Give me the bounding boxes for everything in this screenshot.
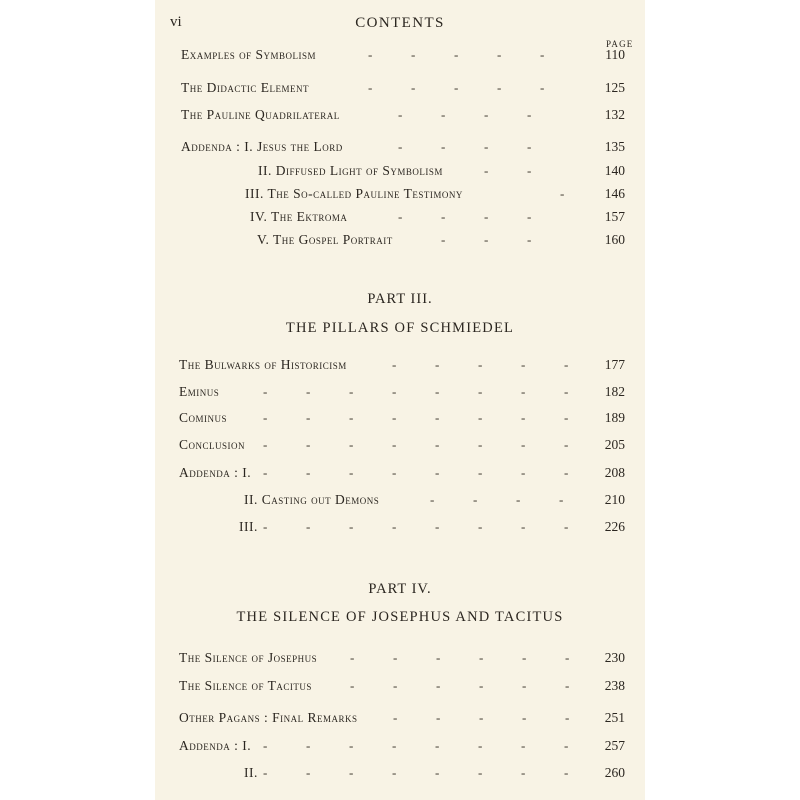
toc-entry: [0, 186, 800, 206]
toc-entry-label: Conclusion: [179, 437, 246, 452]
leader-dots: - - - - - - - -: [263, 384, 569, 399]
toc-entry: [0, 80, 800, 100]
leader-dots: - - - -: [398, 139, 532, 154]
toc-entry-label: II. Casting out Demons: [244, 492, 380, 507]
toc-entry-label: The Didactic Element: [181, 80, 309, 95]
toc-entry: [0, 209, 800, 229]
toc-entry-page: 238: [604, 678, 625, 693]
toc-entry-page: 257: [604, 738, 625, 753]
toc-entry-page: 251: [604, 710, 625, 725]
toc-entry-page: 135: [604, 139, 625, 154]
toc-entry: [0, 519, 800, 539]
toc-entry-page: 182: [604, 384, 625, 399]
leader-dots: - - - - -: [368, 47, 545, 62]
toc-entry-page: 157: [604, 209, 625, 224]
toc-entry-label: Addenda : I.: [179, 738, 252, 753]
toc-entry-page: 177: [604, 357, 625, 372]
toc-entry: [0, 384, 800, 404]
leader-dots: - - - - - -: [350, 650, 570, 665]
toc-entry-label: The Pauline Quadrilateral: [181, 107, 340, 122]
leader-dots: - - - - - - - -: [263, 465, 569, 480]
toc-entry-label: The Silence of Josephus: [179, 650, 318, 665]
part-title: THE PILLARS OF SCHMIEDEL: [285, 320, 515, 336]
toc-entry-page: 125: [604, 80, 625, 95]
toc-entry: [0, 465, 800, 485]
leader-dots: - - - - -: [393, 710, 570, 725]
leader-dots: - - - - - - - -: [263, 738, 569, 753]
page-number-roman: vi: [170, 14, 182, 30]
part-title: THE SILENCE OF JOSEPHUS AND TACITUS: [236, 609, 564, 625]
toc-entry: [0, 139, 800, 159]
toc-entry-label: Cominus: [179, 410, 228, 425]
leader-dots: - - - -: [398, 107, 532, 122]
toc-entry-page: 160: [604, 232, 625, 247]
leader-dots: - - - - - - - -: [263, 437, 569, 452]
running-title: CONTENTS: [355, 15, 445, 31]
toc-entry: [0, 47, 800, 67]
toc-entry: [0, 492, 800, 512]
toc-entry-label: IV. The Ektroma: [250, 209, 348, 224]
toc-entry-label: III.: [239, 519, 258, 534]
toc-entry-page: 260: [604, 765, 625, 780]
toc-entry-page: 140: [604, 163, 625, 178]
leader-dots: - - - - - - - -: [263, 765, 569, 780]
leader-dots: - - - - - - - -: [263, 410, 569, 425]
toc-entry: [0, 410, 800, 430]
leader-dots: - - - - -: [392, 357, 569, 372]
leader-dots: - -: [484, 163, 532, 178]
toc-entry: [0, 163, 800, 183]
toc-entry: [0, 710, 800, 730]
leader-dots: -: [560, 186, 565, 201]
toc-entry-page: 205: [604, 437, 625, 452]
toc-entry-label: III. The So-called Pauline Testimony: [245, 186, 463, 201]
leader-dots: - - -: [441, 232, 532, 247]
toc-entry: [0, 678, 800, 698]
toc-entry-page: 230: [604, 650, 625, 665]
toc-entry-label: Examples of Symbolism: [181, 47, 317, 62]
leader-dots: - - - -: [398, 209, 532, 224]
toc-entry-page: 210: [604, 492, 625, 507]
toc-entry-page: 110: [605, 47, 625, 62]
toc-entry: [0, 765, 800, 785]
toc-entry-page: 146: [604, 186, 625, 201]
toc-entry-page: 226: [604, 519, 625, 534]
toc-entry-label: The Bulwarks of Historicism: [179, 357, 347, 372]
toc-entry: [0, 357, 800, 377]
leader-dots: - - - - - - - -: [263, 519, 569, 534]
toc-entry: [0, 232, 800, 252]
toc-entry-label: Eminus: [179, 384, 220, 399]
page-column-header: PAGE: [606, 39, 634, 49]
toc-entry-page: 208: [604, 465, 625, 480]
part-heading: PART III.: [367, 291, 433, 307]
toc-entry-label: II. Diffused Light of Symbolism: [258, 163, 443, 178]
part-heading: PART IV.: [368, 581, 432, 597]
toc-entry-page: 132: [604, 107, 625, 122]
leader-dots: - - - - - -: [350, 678, 570, 693]
toc-entry: [0, 650, 800, 670]
toc-entry-page: 189: [604, 410, 625, 425]
toc-entry: [0, 738, 800, 758]
toc-entry: [0, 107, 800, 127]
toc-entry-label: Other Pagans : Final Remarks: [179, 710, 358, 725]
toc-entry-label: The Silence of Tacitus: [179, 678, 312, 693]
toc-entry-label: Addenda : I. Jesus the Lord: [181, 139, 343, 154]
leader-dots: - - - - -: [368, 80, 545, 95]
toc-entry-label: Addenda : I.: [179, 465, 252, 480]
leader-dots: - - - -: [430, 492, 564, 507]
toc-entry-label: V. The Gospel Portrait: [257, 232, 393, 247]
toc-entry: [0, 437, 800, 457]
toc-entry-label: II.: [244, 765, 258, 780]
